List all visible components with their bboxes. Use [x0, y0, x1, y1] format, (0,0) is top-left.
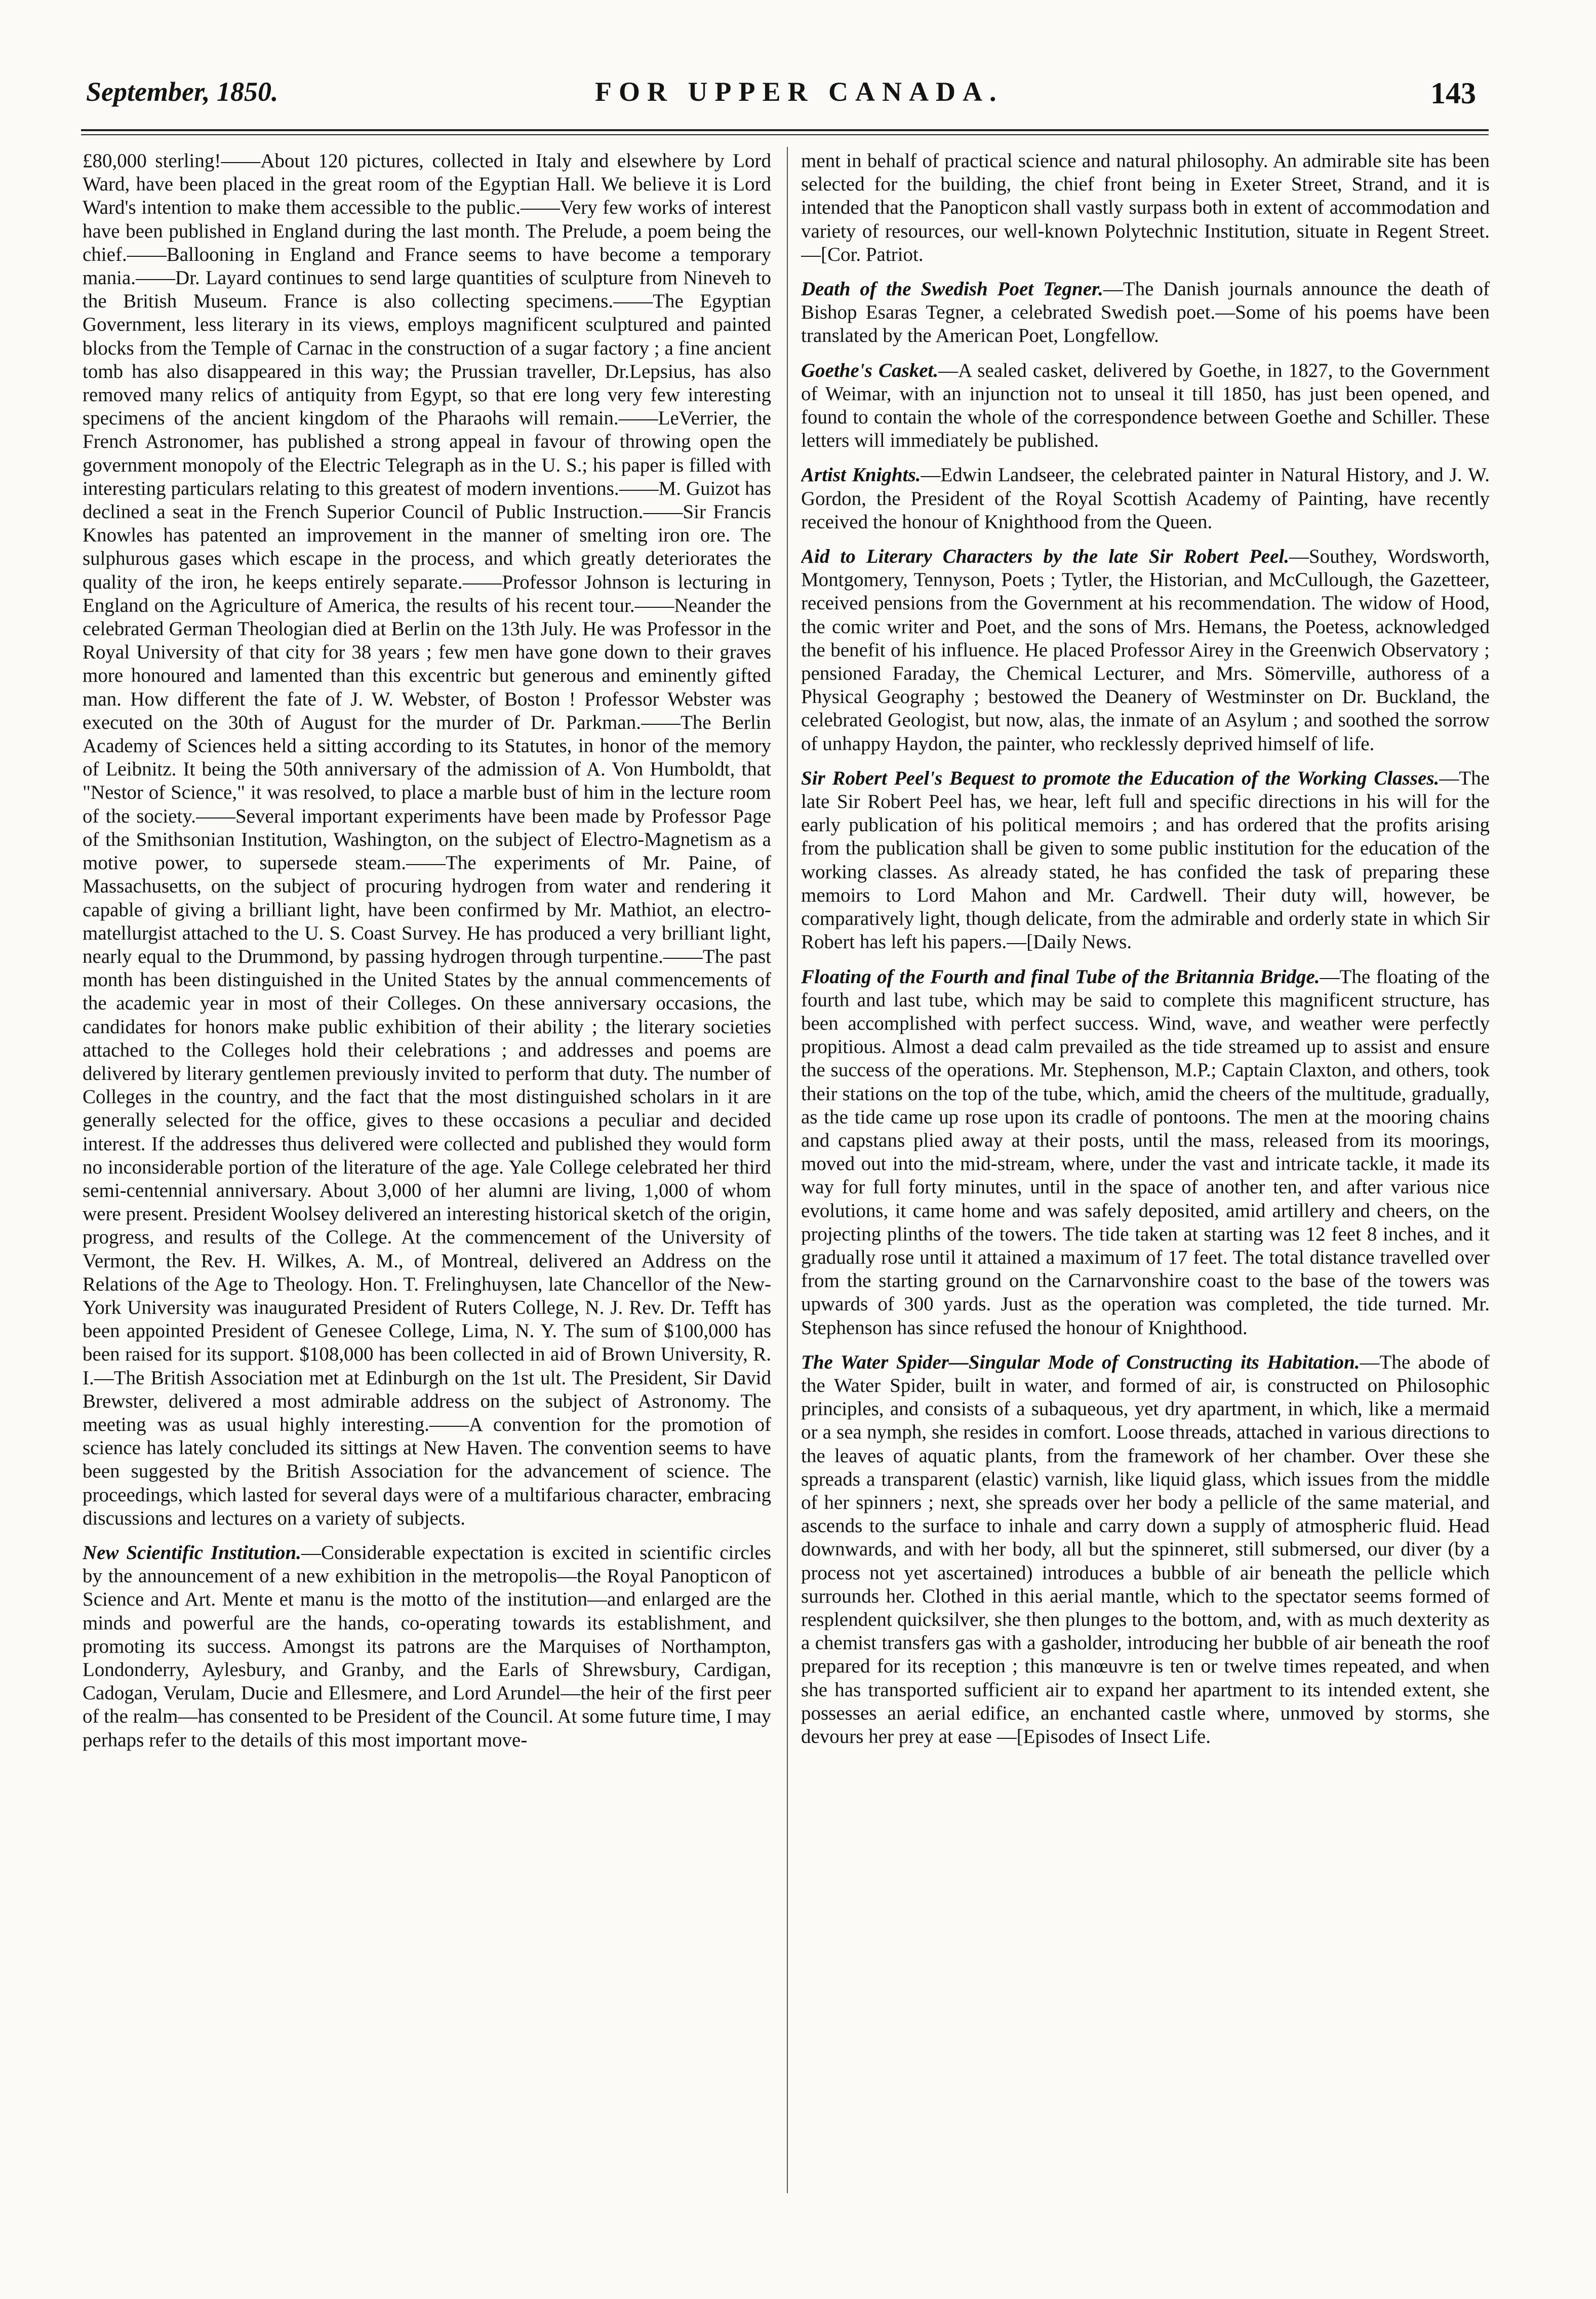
article-water-spider [801, 1351, 1490, 1748]
continued-article-text: ment in behalf of practical science and natural philosophy. An admirable site has been selected for the building, the chief front being in Exeter Street, Strand, and it is intended that the Panopticon shall vastly surpass both in extent of accommodation and variety of resources, our well-known Polytechnic Institution, situate in Regent Street.—[Cor. Patriot. [801, 150, 1490, 265]
article-goethes-casket [801, 359, 1490, 453]
article-artist-knights [801, 463, 1490, 534]
article-heading: Artist Knights. [801, 464, 921, 486]
publication-title: FOR UPPER CANADA. [595, 76, 1004, 107]
article-peel-bequest [801, 767, 1490, 954]
article-tegner [801, 278, 1490, 348]
news-miscellany-paragraph: £80,000 sterling!——About 120 pictures, collected in Italy and elsewhere by Lord Ward, have been placed in the great room of the Egyptian Hall. We believe it is Lord Ward's intention to make them accessible to the public.——Very few works of interest have been published in England during the last month. The Prelude, a poem being the chief.——Ballooning in England and France seems to have become a temporary mania.——Dr. Layard continues to send large quantities of sculpture from Nineveh to the British Museum. France is also collecting specimens.——The Egyptian Government, less literary in its views, employs magnificent sculptured and painted blocks from the Temple of Carnac in the construction of a sugar factory ; a fine ancient tomb has also disappeared in this way; the Prussian traveller, Dr.Lepsius, has also removed many relics of antiquity from Egypt, so that ere long very few interesting specimens of the ancient kingdom of the Pharaohs will remain.——LeVerrier, the French Astronomer, has published a strong appeal in favour of throwing open the government monopoly of the Electric Telegraph as in the U. S.; his paper is filled with interesting particulars relating to this greatest of modern inventions.——M. Guizot has declined a seat in the French Superior Council of Public Instruction.——Sir Francis Knowles has patented an improvement in the manner of smelting iron ore. The sulphurous gases which escape in the process, and which greatly deteriorates the quality of the iron, he keeps entirely separate.——Professor Johnson is lecturing in England on the Agriculture of America, the results of his recent tour.——Neander the celebrated German Theologian died at Berlin on the 13th July. He was Professor in the Royal University of that city for 38 years ; few men have gone down to their graves more honoured and lamented than this excentric but generous and eminently gifted man. How different the fate of J. W. Webster, of Boston ! Professor Webster was executed on the 30th of August for the murder of Dr. Parkman.——The Berlin Academy of Sciences held a sitting according to its Statutes, in honor of the memory of Leibnitz. It being the 50th anniversary of the admission of A. Von Humboldt, that "Nestor of Science," it was resolved, to place a marble bust of him in the lecture room of the society.——Several important experiments have been made by Professor Page of the Smithsonian Institution, Washington, on the subject of Electro-Magnetism as a motive power, to supersede steam.——The experiments of Mr. Paine, of Massachusetts, on the subject of procuring hydrogen from water and rendering it capable of giving a brilliant light, have been confirmed by Mr. Mathiot, an electro-matellurgist attached to the U. S. Coast Survey. He has produced a very brilliant light, nearly equal to the Drummond, by passing hydrogen through turpentine.——The past month has been distinguished in the United States by the annual commencements of the academic year in most of their Colleges. On these anniversary occasions, the candidates for honors make public exhibition of their ability ; the literary societies attached to the Colleges hold their celebrations ; and addresses and poems are delivered by literary gentlemen previously invited to perform that duty. The number of Colleges in the country, and the fact that the most distinguished scholars in it are generally selected for the office, gives to these occasions a peculiar and decided interest. If the addresses thus delivered were collected and published they would form no inconsiderable portion of the literature of the age. Yale College celebrated her third semi-centennial anniversary. About 3,000 of her alumni are living, 1,000 of whom were present. President Woolsey delivered an interesting historical sketch of the origin, progress, and results of the College. At the commencement of the University of Vermont, the Rev. H. Wilkes, A. M., of Montreal, delivered an Address on the Relations of the Age to Theology. Hon. T. Frelinghuysen, late Chancellor of the New-York University was inaugurated President of Ruters College, N. J. Rev. Dr. Tefft has been appointed President of Genesee College, Lima, N. Y. The sum of $100,000 has been raised for its support. $108,000 has been collected in aid of Brown University, R. I.—The British Association met at Edinburgh on the 1st ult. The President, Sir David Brewster, delivered a most admirable address on the subject of Astronomy. The meeting was as usual highly interesting.——A convention for the promotion of science has lately concluded its sittings at New Haven. The convention seems to have been suggested by the British Association for the advancement of science. The proceedings, which lasted for several days were of a multifarious character, embracing discussions and lectures on a variety of subjects. [83, 150, 771, 1529]
article-body: —Considerable expectation is excited in scientific circles by the announcement of a new exhibition in the metropolis—the Royal Panopticon of Science and Art. Mente et manu is the motto of the institution—and enlarged are the minds and powerful are the hands, co-operating towards its establishment, and promoting its success. Amongst its patrons are the Marquises of Northampton, Londonderry, Aylesbury, and Granby, and the Earls of Shrewsbury, Cardigan, Cadogan, Verulam, Ducie and Ellesmere, and Lord Arundel—the heir of the first peer of the realm—has consented to be President of the Council. At some future time, I may perhaps refer to the details of this most important move- [83, 1541, 771, 1751]
page-number: 143 [1430, 76, 1476, 110]
article-heading: Aid to Literary Characters by the late Sir Robert Peel. [801, 545, 1289, 568]
article-heading: Sir Robert Peel's Bequest to promote the Education of the Working Classes. [801, 767, 1440, 789]
article-body: —The late Sir Robert Peel has, we hear, left full and specific directions in his will for the early publication of his political memoirs ; and has ordered that the profits arising from the publication shall be given to some public institution for the education of the working classes. As already stated, he has confided the task of preparing these memoirs to Lord Mahon and Mr. Cardwell. Their duty will, however, be comparatively light, though delicate, from the admirable and orderly state in which Sir Robert has left his papers.—[Daily News. [801, 767, 1490, 953]
running-header [86, 66, 1476, 127]
left-column [83, 149, 771, 2221]
issue-date: September, 1850. [86, 76, 278, 107]
article-body: —Edwin Landseer, the celebrated painter in Natural History, and J. W. Gordon, the President of the Royal Scottish Academy of Painting, have recently received the honour of Knighthood from the Queen. [801, 464, 1490, 533]
column-divider [787, 147, 788, 2193]
article-new-scientific-institution [83, 1541, 771, 1752]
article-body: —A sealed casket, delivered by Goethe, in 1827, to the Government of Weimar, with an injunction not to unseal it till 1850, has just been opened, and found to contain the whole of the correspondence between Goethe and Schiller. These letters will immediately be published. [801, 359, 1490, 452]
article-heading: Death of the Swedish Poet Tegner. [801, 278, 1103, 300]
article-body: —The Danish journals announce the death of Bishop Esaras Tegner, a celebrated Swedish poet.—Some of his poems have been translated by the American Poet, Longfellow. [801, 278, 1490, 347]
article-britannia-bridge [801, 965, 1490, 1340]
header-rule-thin [81, 134, 1489, 135]
article-body: —The abode of the Water Spider, built in water, and formed of air, is constructed on Philosophic principles, and consists of a subaqueous, yet dry apartment, in which, like a mermaid or a sea nymph, she resides in comfort. Loose threads, attached in various directions to the leaves of aquatic plants, from the framework of her chamber. Over these she spreads a transparent (elastic) varnish, like liquid glass, which issues from the middle of her spinners ; next, she spreads over her body a pellicle of the same material, and ascends to the surface to inhale and carry down a supply of atmospheric fluid. Head downwards, and with her body, all but the spinneret, still submersed, our diver (by a process not yet ascertained) introduces a bubble of air beneath the pellicle which surrounds her. Clothed in this aerial mantle, which to the spectator seems formed of resplendent quicksilver, she then plunges to the bottom, and, with as much dexterity as a chemist transfers gas with a gasholder, introducing her bubble of air beneath the roof prepared for its reception ; this manœuvre is ten or twelve times repeated, and when she has transported sufficient air to expand her apartment to its intended extent, she possesses an aerial edifice, an enchanted castle where, unmoved by storms, she devours her prey at ease —[Episodes of Insect Life. [801, 1351, 1490, 1747]
article-aid-to-literary-characters [801, 545, 1490, 756]
article-body: —Southey, Wordsworth, Montgomery, Tennyson, Poets ; Tytler, the Historian, and McCullough, the Gazetteer, received pensions from the Government at his recommendation. The widow of Hood, the comic writer and Poet, and the sons of Mrs. Hemans, the Poetess, acknowledged the benefit of his influence. He placed Professor Airey in the Greenwich Observatory ; pensioned Faraday, the Chemical Lecturer, and Mrs. Sömerville, authoress of a Physical Geography ; bestowed the Deanery of Westminster on Dr. Buckland, the celebrated Geologist, but now, alas, the inmate of an Asylum ; and soothed the sorrow of unhappy Haydon, the painter, who recklessly deprived himself of life. [801, 545, 1490, 755]
article-body: —The floating of the fourth and last tube, which may be said to complete this magnificent structure, has been accomplished with perfect success. Wind, wave, and weather were perfectly propitious. Almost a dead calm prevailed as the tide streamed up to assist and ensure the success of the operations. Mr. Stephenson, M.P.; Captain Claxton, and others, took their stations on the top of the tube, which, amid the cheers of the multitude, gradually, as the tide came up rose upon its cradle of pontoons. The men at the mooring chains and capstans plied away at their posts, until the mass, released from its moorings, moved out into the mid-stream, where, under the vast and intricate tackle, it made its way for full forty minutes, until in the space of another ten, and after various nice evolutions, it came home and was safely deposited, amid artillery and cheers, on the projecting plinths of the towers. The tide taken at starting was 12 feet 8 inches, and it gradually rose until it attained a maximum of 17 feet. The total distance travelled over from the starting ground on the Carnarvonshire coast to the base of the towers was upwards of 300 yards. Just as the operation was completed, the tide turned. Mr. Stephenson has since refused the honour of Knighthood. [801, 965, 1490, 1339]
article-heading: Goethe's Casket. [801, 359, 939, 381]
right-column [801, 149, 1490, 2206]
article-heading: Floating of the Fourth and final Tube of the Britannia Bridge. [801, 965, 1320, 988]
header-rule-thick [81, 129, 1489, 131]
article-heading: New Scientific Institution. [83, 1541, 301, 1564]
article-heading: The Water Spider—Singular Mode of Constructing its Habitation. [801, 1351, 1360, 1373]
